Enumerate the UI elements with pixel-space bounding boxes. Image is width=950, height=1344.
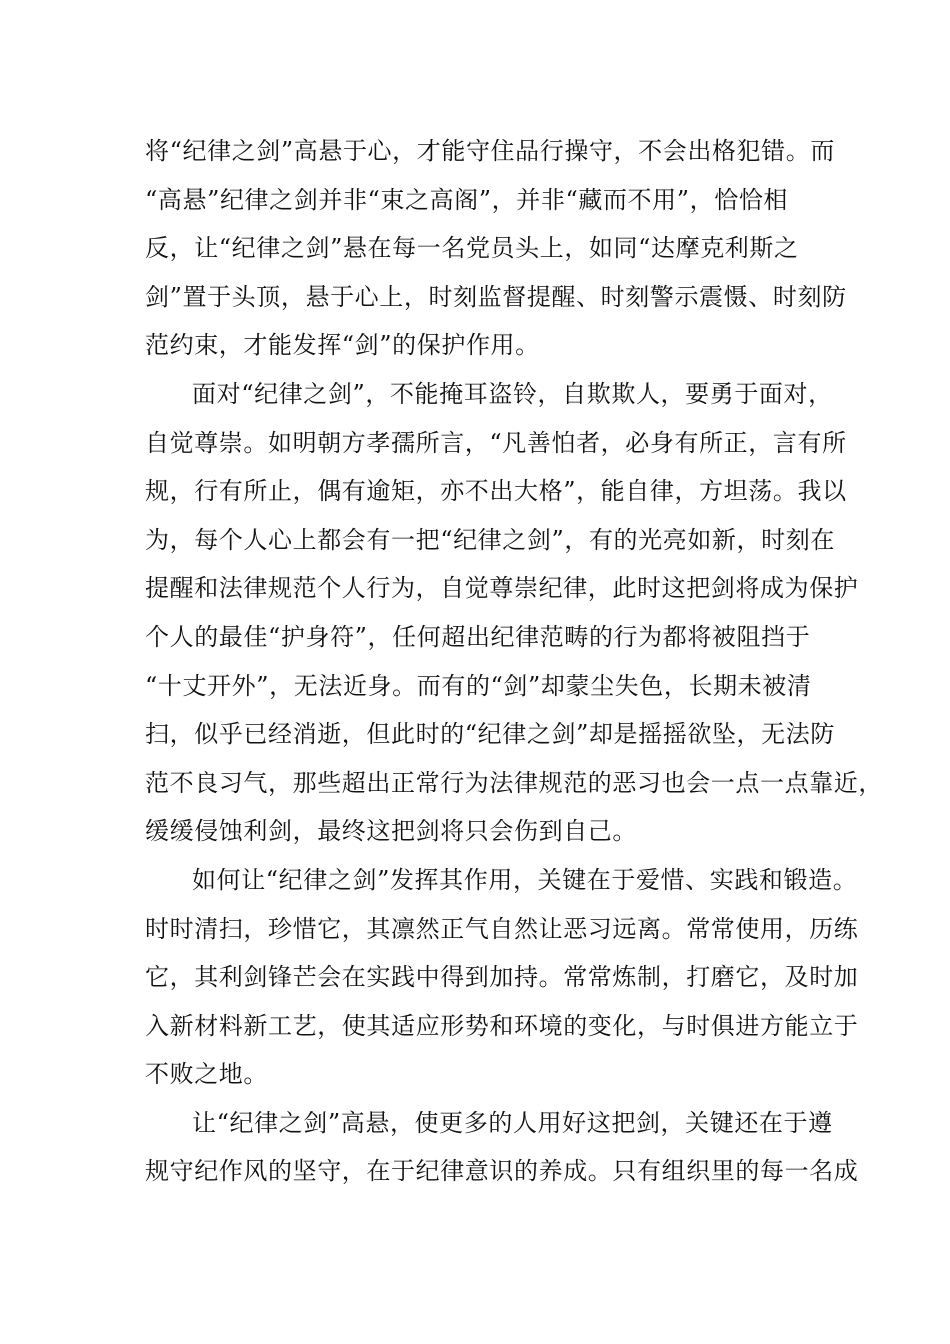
text-line: 为，每个人心上都会有一把“纪律之剑”，有的光亮如新，时刻在 <box>145 525 835 554</box>
text-line: 提醒和法律规范个人行为，自觉尊崇纪律，此时这把剑将成为保护 <box>145 574 859 603</box>
text-line: 扫，似乎已经消逝，但此时的“纪律之剑”却是摇摇欲坠，无法防 <box>145 720 835 749</box>
text-line: “十丈开外”，无法近身。而有的“剑”却蒙尘失色，长期未被清 <box>145 671 812 700</box>
text-line: “高悬”纪律之剑并非“束之高阁”，并非“藏而不用”，恰恰相 <box>145 185 789 214</box>
text-line: 规，行有所止，偶有逾矩，亦不出大格”，能自律，方坦荡。我以 <box>145 477 847 506</box>
text-line: 剑”置于头顶，悬于心上，时刻监督提醒、时刻警示震慑、时刻防 <box>145 282 847 311</box>
text-line: 将“纪律之剑”高悬于心，才能守住品行操守，不会出格犯错。而 <box>145 137 835 165</box>
text-line: 规守纪作风的坚守，在于纪律意识的养成。只有组织里的每一名成 <box>145 1157 859 1186</box>
text-line: 时时清扫，珍惜它，其凛然正气自然让恶习远离。常常使用，历练 <box>145 914 859 943</box>
paragraph-1 <box>145 127 847 370</box>
text-line: 范不良习气，那些超出正常行为法律规范的恶习也会一点一点靠近， <box>145 768 883 797</box>
text-line: 不败之地。 <box>145 1060 268 1089</box>
text-line: 让“纪律之剑”高悬，使更多的人用好这把剑，关键还在于遵 <box>192 1108 833 1137</box>
text-line: 范约束，才能发挥“剑”的保护作用。 <box>145 331 540 360</box>
text-line: 反，让“纪律之剑”悬在每一名党员头上，如同“达摩克利斯之 <box>145 234 799 263</box>
text-line: 面对“纪律之剑”，不能掩耳盗铃，自欺欺人，要勇于面对， <box>192 379 833 408</box>
paragraph-3 <box>145 856 859 1099</box>
text-line: 缓缓侵蚀利剑，最终这把剑将只会伤到自己。 <box>145 817 637 846</box>
document-body <box>145 127 883 1196</box>
paragraph-2 <box>145 370 883 856</box>
text-line: 个人的最佳“护身符”，任何超出纪律范畴的行为都将被阻挡于 <box>145 622 811 651</box>
text-line: 自觉尊崇。如明朝方孝孺所言，“凡善怕者，必身有所正，言有所 <box>145 428 847 457</box>
paragraph-4 <box>145 1099 859 1196</box>
text-line: 它，其利剑锋芒会在实践中得到加持。常常炼制，打磨它，及时加 <box>145 963 859 992</box>
text-line: 如何让“纪律之剑”发挥其作用，关键在于爱惜、实践和锻造。 <box>192 865 858 894</box>
text-line: 入新材料新工艺，使其适应形势和环境的变化，与时俱进方能立于 <box>145 1011 859 1040</box>
